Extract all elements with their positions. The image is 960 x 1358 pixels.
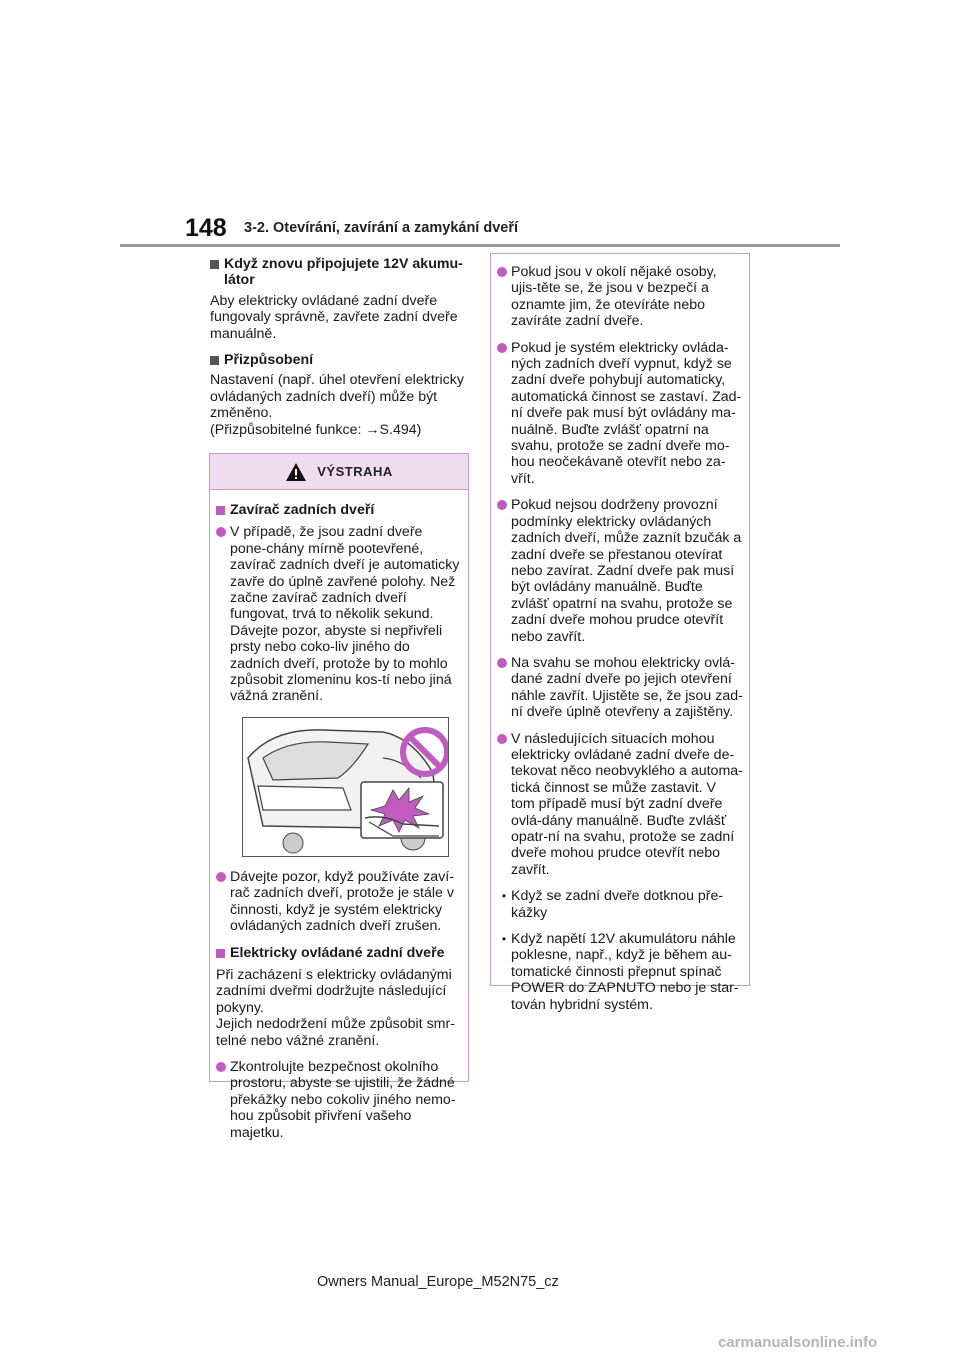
small-bullet-icon: • xyxy=(501,889,507,904)
footer-text: Owners Manual_Europe_M52N75_cz xyxy=(317,1274,559,1290)
list-item: V případě, že jsou zadní dveře pone-chány mírně pootevřené, zavírač zadních dveří je automaticky zavře do úplně zavřené polohy. Než začne zavírač zadních dveří fungovat, trvá to několik sekund. Dávejte pozor, abyste si nepřivřeli prsty nebo coko-liv jiného do zadních dveří, protože by to mohlo způsobit zlomeninu kos-tí nebo jiná vážná zranění. xyxy=(216,524,462,704)
list-item: Pokud nejsou dodrženy provozní podmínky elektricky ovládaných zadních dveří, může zaznít bzučák a zadní dveře se přestanou otevírat nebo zavírat. Zadní dveře pak musí být ovládány manuálně. Buďte zvlášť opatrní na svahu, protože se zadní dveře mohou prudce otevřít nebo zavřít. xyxy=(497,497,743,645)
small-bullet-icon: • xyxy=(501,932,507,947)
section-title: 3-2. Otevírání, zavírání a zamykání dveří xyxy=(244,220,519,236)
list-item: Zkontrolujte bezpečnost okolního prostoru, abyste se ujistili, že žádné překážky nebo cokoliv jiného nemo-hou způsobit přivření vašeho majetku. xyxy=(216,1059,462,1141)
list-item: Dávejte pozor, když používáte zaví-rač zadních dveří, protože je stále v činnosti, když je systém elektricky ovládaných zadních dveří zrušen. xyxy=(216,869,462,935)
paragraph-customization: Nastavení (např. úhel otevření elektricky ovládaných zadních dveří) může být změněno. xyxy=(210,372,464,422)
car-tailgate-image xyxy=(243,718,448,856)
watermark[interactable]: carmanualsonline.info xyxy=(718,1334,878,1351)
warning-box xyxy=(209,453,469,1141)
sub-list-item: • Když napětí 12V akumulátoru náhle poklesne, např., když je během au-tomatické činnosti přepnut spínač POWER do ZAPNUTO nebo je star-tován hybridní systém. xyxy=(497,931,743,1013)
paragraph-battery: Aby elektricky ovládané zadní dveře fungovaly správně, zavřete zadní dveře manuálně. xyxy=(210,292,458,342)
warning-triangle-icon xyxy=(285,462,307,482)
left-column xyxy=(210,256,468,438)
bullet-dot-icon xyxy=(497,500,507,510)
bullet-dot-icon xyxy=(497,267,507,277)
sub-list-item: • Když se zadní dveře dotknou pře-kážky xyxy=(497,888,743,921)
warning-subheading-power-door: Elektricky ovládané zadní dveře xyxy=(216,945,462,961)
paragraph-consequences: Jejich nedodržení může způsobit smr-telné nebo vážné zranění. xyxy=(216,1016,455,1049)
customization-reference: (Přizpůsobitelné funkce: →S.494) xyxy=(210,421,422,438)
square-bullet-icon xyxy=(216,949,225,958)
tailgate-pinch-illustration xyxy=(242,717,449,857)
header-rule xyxy=(120,244,840,247)
bullet-dot-icon xyxy=(497,658,507,668)
list-item: Pokud jsou v okolí nějaké osoby, ujis-těte se, že jsou v bezpečí a oznamte jim, že otevíráte nebo zavíráte zadní dveře. xyxy=(497,264,743,330)
section-heading-customization: Přizpůsobení xyxy=(210,352,468,368)
warning-body xyxy=(210,490,468,1141)
bullet-dot-icon xyxy=(216,872,226,882)
list-item: Na svahu se mohou elektricky ovlá-dané zadní dveře po jejich otevření náhle zavřít. Ujistěte se, že jsou zad-ní dveře úplně otevřeny a zajištěny. xyxy=(497,655,743,721)
warning-continuation-box xyxy=(490,253,750,1013)
paragraph-instructions: Při zacházení s elektricky ovládanými zadními dveřmi dodržujte následující pokyny. xyxy=(216,966,452,1016)
square-bullet-icon xyxy=(210,260,219,269)
list-item: V následujících situacích mohou elektricky ovládané zadní dveře de-tekovat něco neobvyklého a automa-tická činnost se může zastavit. V tom případě musí být zadní dveře ovlá-dány manuálně. Buďte zvlášť opatr-ní na svahu, protože se zadní dveře mohou prudce otevřít nebo zavřít. xyxy=(497,731,743,879)
warning-header: VÝSTRAHA xyxy=(210,454,468,490)
list-item: Pokud je systém elektricky ovláda-ných zadních dveří vypnut, když se zadní dveře pohybují automaticky, automatická činnost se zastaví. Zad-ní dveře pak musí být ovládány ma-nuálně. Buďte zvlášť opatrní na svahu, protože se zadní dveře mo-hou neočekávaně otevřít nebo za-vřít. xyxy=(497,340,743,488)
section-heading-battery: Když znovu připojujete 12V akumu-látor xyxy=(210,256,468,289)
square-bullet-icon xyxy=(216,506,225,515)
bullet-dot-icon xyxy=(497,734,507,744)
bullet-dot-icon xyxy=(216,527,226,537)
page-number: 148 xyxy=(185,214,227,242)
bullet-dot-icon xyxy=(497,343,507,353)
square-bullet-icon xyxy=(210,356,219,365)
warning-subheading-closer: Zavírač zadních dveří xyxy=(216,502,462,518)
bullet-dot-icon xyxy=(216,1062,226,1072)
